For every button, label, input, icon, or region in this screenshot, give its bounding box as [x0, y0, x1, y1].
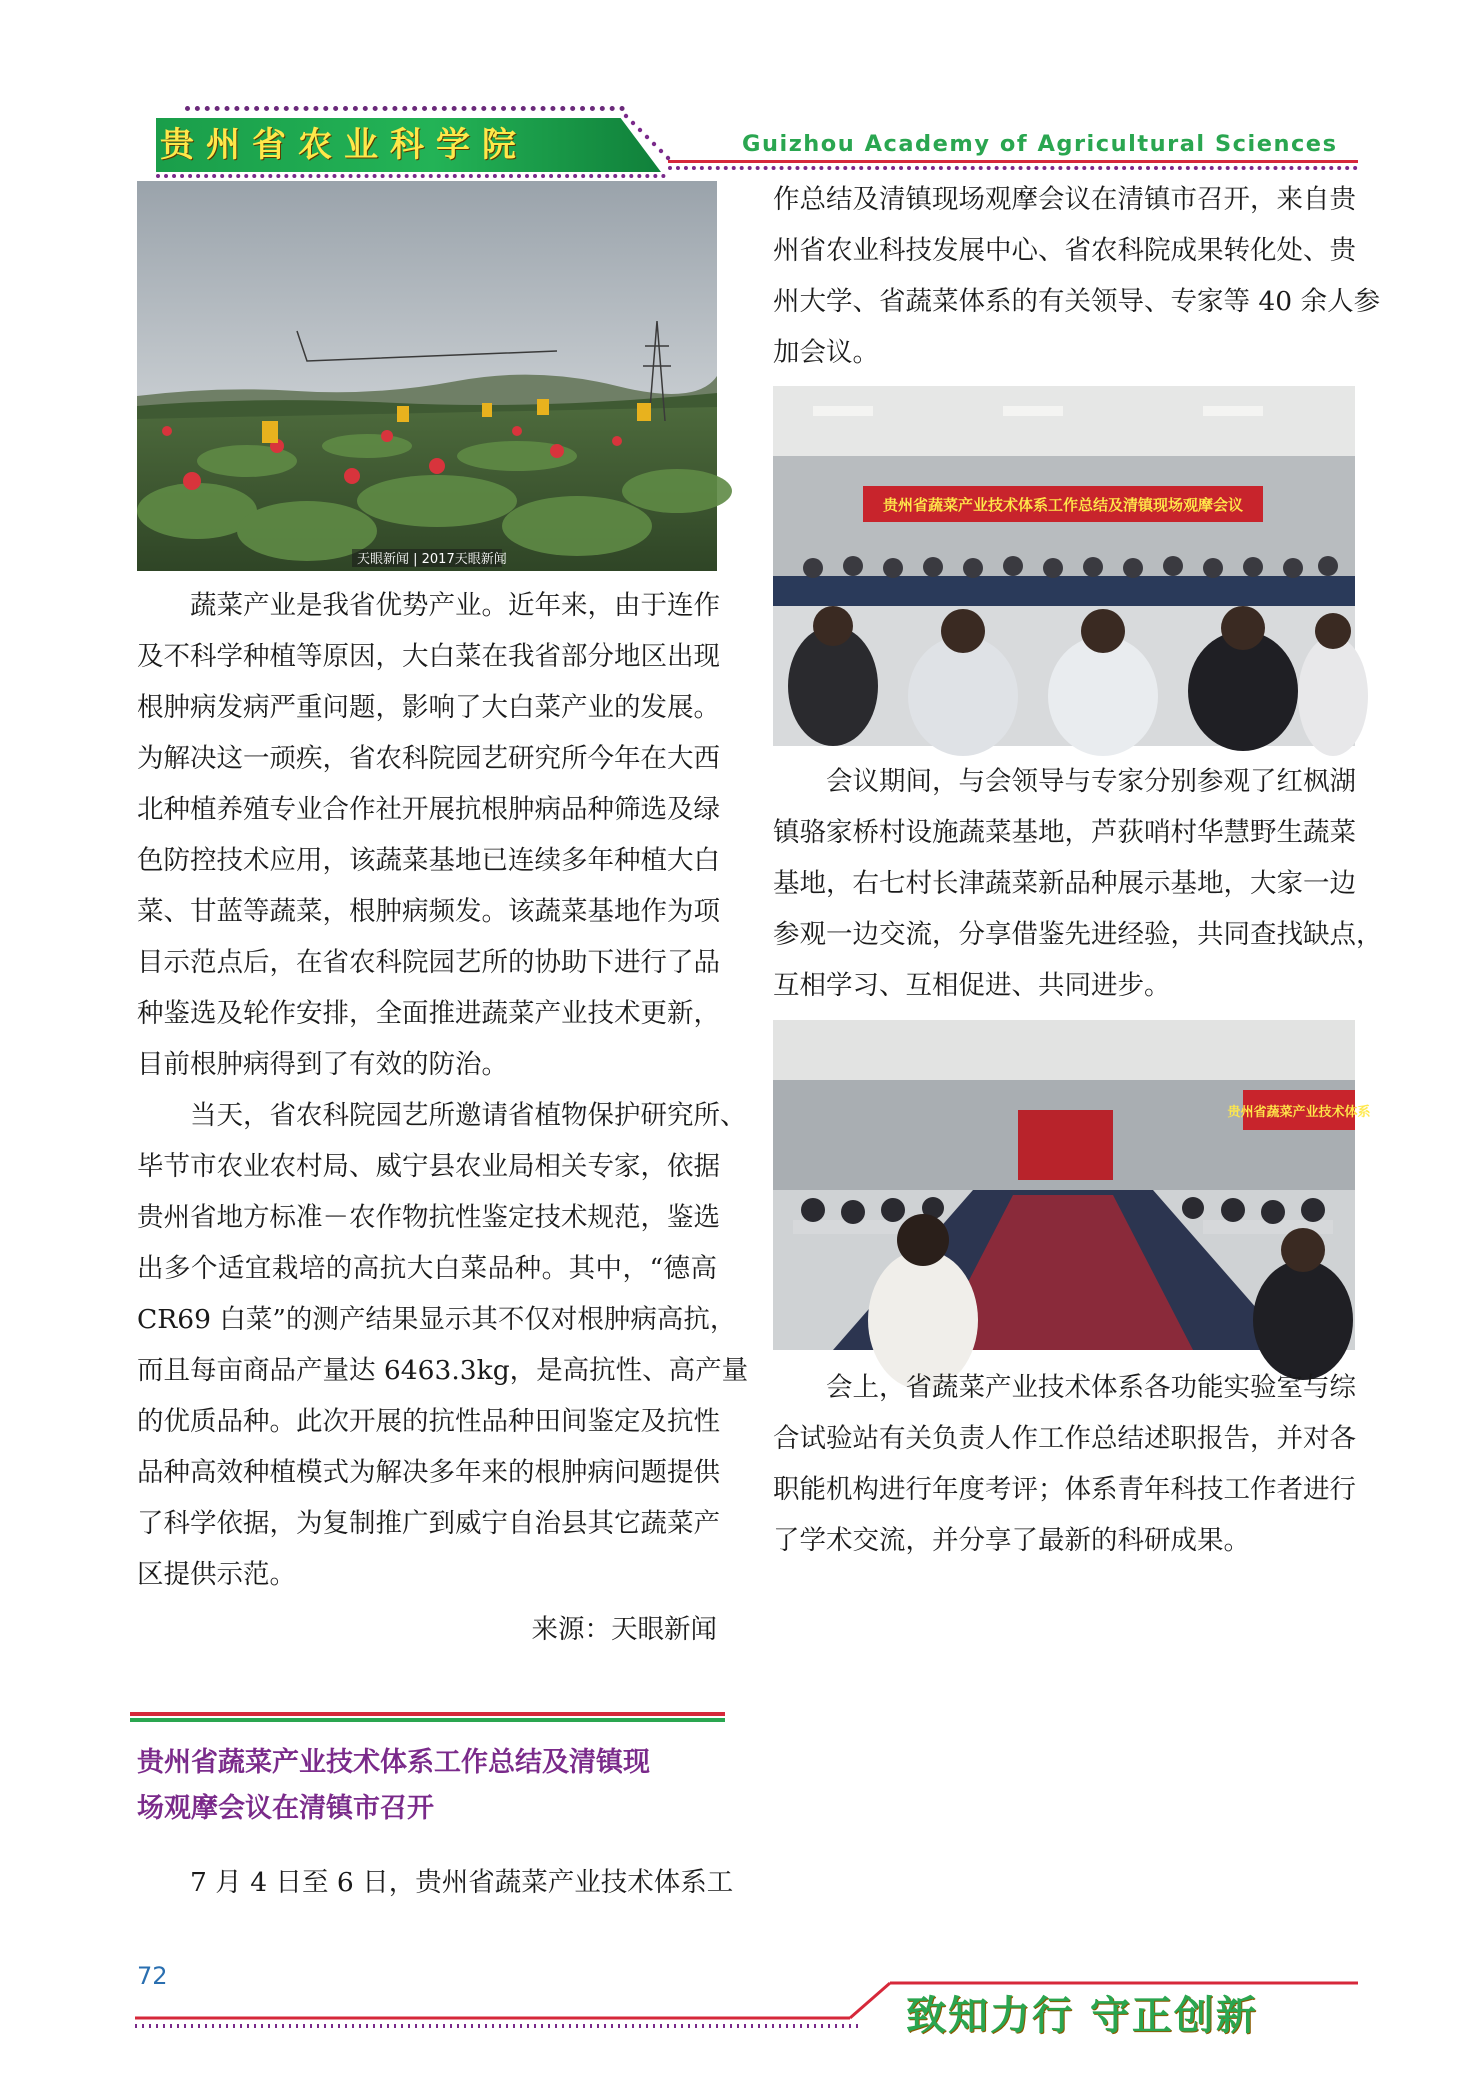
text-line: 的优质品种。此次开展的抗性品种田间鉴定及抗性 — [137, 1406, 720, 1437]
text-line: 合试验站有关负责人作工作总结述职报告，并对各 — [773, 1423, 1356, 1454]
header-title-en: Guizhou Academy of Agricultural Sciences — [742, 131, 1338, 157]
photo-conference-table — [773, 1020, 1371, 1350]
text-line: 根肿病发病严重问题，影响了大白菜产业的发展。 — [137, 692, 720, 723]
text-line: 色防控技术应用，该蔬菜基地已连续多年种植大白 — [137, 845, 720, 876]
header-red-rule — [668, 160, 1358, 163]
photo-cabbage-field — [137, 181, 717, 571]
text-line: 品种高效种植模式为解决多年来的根肿病问题提供 — [137, 1457, 720, 1488]
text-line: 目示范点后，在省农科院园艺所的协助下进行了品 — [137, 947, 720, 978]
right-paragraph-mid — [773, 756, 1383, 1011]
text-line: 毕节市农业农村局、威宁县农业局相关专家，依据 — [137, 1151, 720, 1182]
text-line: 北种植养殖专业合作社开展抗根肿病品种筛选及绿 — [137, 794, 720, 825]
article-title-line: 场观摩会议在清镇市召开 — [137, 1793, 434, 1824]
text-line: 贵州省地方标准－农作物抗性鉴定技术规范，鉴选 — [137, 1202, 720, 1233]
text-line: 参观一边交流，分享借鉴先进经验，共同查找缺点， — [773, 919, 1383, 950]
text-line: 作总结及清镇现场观摩会议在清镇市召开，来自贵 — [773, 184, 1356, 215]
text-line: 会上，省蔬菜产业技术体系各功能实验室与综 — [773, 1372, 1356, 1403]
text-line: 7 月 4 日至 6 日，贵州省蔬菜产业技术体系工 — [137, 1867, 734, 1898]
text-line: 会议期间，与会领导与专家分别参观了红枫湖 — [773, 766, 1356, 797]
text-line: 了学术交流，并分享了最新的科研成果。 — [773, 1525, 1250, 1556]
article-rule-red — [130, 1712, 725, 1716]
meeting-banner-text: 贵州省蔬菜产业技术体系工作总结及清镇现场观摩会议 — [882, 496, 1244, 514]
right-paragraph-bottom — [773, 1362, 1355, 1566]
text-line: 镇骆家桥村设施蔬菜基地，芦荻哨村华慧野生蔬菜 — [773, 817, 1356, 848]
text-line: 为解决这一顽疾，省农科院园艺研究所今年在大西 — [137, 743, 720, 774]
text-line: 当天，省农科院园艺所邀请省植物保护研究所、 — [137, 1100, 747, 1131]
field-photo-watermark: 天眼新闻 | 2017天眼新闻 — [357, 552, 507, 567]
footer-slogan: 致知力行 守正创新 — [906, 1993, 1258, 2039]
text-line: 而且每亩商品产量达 6463.3kg，是高抗性、高产量 — [137, 1355, 749, 1386]
right-paragraph-top — [773, 174, 1381, 378]
header-dotted-rule — [668, 166, 1358, 170]
text-line: CR69 白菜”的测产结果显示其不仅对根肿病高抗， — [137, 1304, 737, 1335]
text-line: 州省农业科技发展中心、省农科院成果转化处、贵 — [773, 235, 1356, 266]
text-line: 互相学习、互相促进、共同进步。 — [773, 970, 1171, 1001]
article-title — [137, 1740, 727, 1832]
text-line: 区提供示范。 — [137, 1559, 296, 1590]
text-line: 蔬菜产业是我省优势产业。近年来，由于连作 — [137, 590, 720, 621]
text-line: 了科学依据，为复制推广到威宁自治县其它蔬菜产 — [137, 1508, 720, 1539]
meeting2-banner-text: 贵州省蔬菜产业技术体系 — [1227, 1105, 1371, 1120]
text-line: 职能机构进行年度考评；体系青年科技工作者进行 — [773, 1474, 1356, 1505]
text-line: 加会议。 — [773, 337, 879, 368]
text-line: 及不科学种植等原因，大白菜在我省部分地区出现 — [137, 641, 720, 672]
text-line: 菜、甘蓝等蔬菜，根肿病频发。该蔬菜基地作为项 — [137, 896, 720, 927]
page-number: 72 — [137, 1962, 168, 1990]
left-column — [137, 580, 749, 1600]
header-dotted-line-bottom — [156, 174, 666, 178]
text-line: 州大学、省蔬菜体系的有关领导、专家等 40 余人参 — [773, 286, 1381, 317]
text-line: 目前根肿病得到了有效的防治。 — [137, 1049, 508, 1080]
article-lead — [137, 1857, 734, 1908]
text-line: 种鉴选及轮作安排，全面推进蔬菜产业技术更新， — [137, 998, 720, 1029]
text-line: 出多个适宜栽培的高抗大白菜品种。其中，“德高 — [137, 1253, 717, 1284]
text-line: 基地，右七村长津蔬菜新品种展示基地，大家一边 — [773, 868, 1356, 899]
article-rule-green — [130, 1718, 725, 1722]
article-title-line: 贵州省蔬菜产业技术体系工作总结及清镇现 — [137, 1747, 650, 1778]
left-paragraph-2 — [137, 1090, 749, 1600]
photo-meeting-room — [773, 386, 1355, 746]
header-dotted-line-top — [185, 106, 625, 111]
left-paragraph-1 — [137, 580, 720, 1090]
header-title-cn: 贵州省农业科学院 — [160, 125, 528, 165]
source-credit: 来源：天眼新闻 — [531, 1614, 717, 1645]
